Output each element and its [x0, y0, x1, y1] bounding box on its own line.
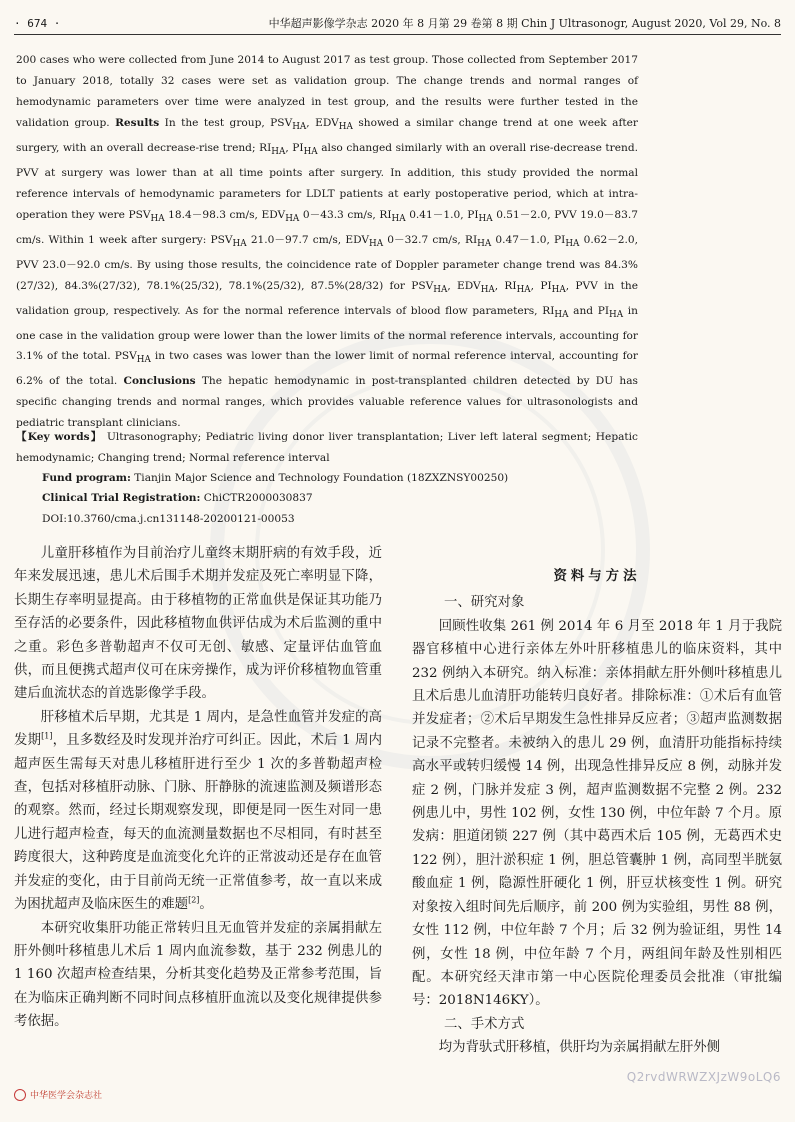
abstract-text: , PI	[285, 141, 304, 154]
publisher-logo	[14, 1088, 102, 1101]
doi	[42, 509, 295, 529]
subscript: HA	[303, 146, 318, 157]
abstract-text: In the test group, PSV	[159, 116, 293, 129]
subscript: HA	[551, 284, 566, 295]
abstract-text: 21.0－97.7 cm/s, EDV	[246, 233, 370, 246]
subscript: HA	[150, 213, 165, 224]
paragraph-text: ，且多数经及时发现并治疗可纠正。因此，术后 1 周内超声医生需每天对患儿移植肝进行至少 1 次的多普勒超声检查，包括对移植肝动脉、门脉、肝静脉的流速监测及频谱形态的观察。然而，经过长期观察发现，即便是同一医生对同一患儿进行超声检查，每天的血流测量数据也不尽相同，有时甚至跨度很大，这种跨度是血流变化允许的正常波动还是存在血管并发症的变化，由于目前尚无统一正常值参考，故一直以来成为困扰超声及临床医生的难题	[14, 733, 383, 913]
abstract-text: 0.47－1.0, PI	[491, 233, 566, 246]
subscript: HA	[136, 355, 151, 366]
abstract-text: also changed similarly with an overall rise-decrease trend. PVV at surgery was lower than at all time points after surgery. In addition, this study provided the normal reference intervals of hemodynamic parameters for LDLT patients at early postoperative period, which at intra-operation they were PSV	[16, 141, 638, 221]
subscript: HA	[609, 309, 624, 320]
publisher-name: 中华医学会杂志社	[30, 1091, 103, 1101]
keywords	[16, 427, 638, 468]
subscript: HA	[433, 284, 448, 295]
right-column	[412, 565, 782, 1060]
abstract-text: showed a similar change trend at one week after surgery, with an overall decrease-rise trend; RI	[16, 116, 638, 154]
paragraph-text: 肝移植术后早期，尤其是 1 周内，是急性血管并发症的高发期	[14, 709, 382, 749]
abstract-text: 0.41－1.0, PI	[405, 208, 479, 221]
fund-program	[42, 468, 508, 488]
fund-text: Tianjin Major Science and Technology Foundation (18ZXZNSY00250)	[130, 472, 509, 484]
subheading-study-subjects: 一、研究对象	[444, 595, 525, 611]
subscript: HA	[554, 309, 569, 320]
methods-paragraph-1: 回顾性收集 261 例 2014 年 6 月至 2018 年 1 月于我院器官移植中心进行亲体左外叶肝移植患儿的临床资料，其中 232 例纳入本研究。纳入标准：亲体捐献左肝外侧叶移植患儿且术后患儿血清肝功能转归良好者。排除标准：①术后有血管并发症者；②术后早期发生急性排异反应者；③超声监测数据记录不完整者。未被纳入的患儿 29 例，血清肝功能指标持续高水平或转归缓慢 14 例，出现急性排异反应 8 例，动脉并发症 2 例，门脉并发症 3 例，超声监测数据不完整 2 例。232 例患儿中，男性 102 例，女性 130 例，中位年龄 7 个月。原发病：胆道闭锁 227 例（其中葛西术后 105 例，无葛西术史 122 例），胆汁淤积症 1 例，胆总管囊肿 1 例，高同型半胱氨酸血症 1 例，隐源性肝硬化 1 例，肝豆状核变性 1 例。研究对象按入组时间先后顺序，前 200 例为实验组，男性 88 例，女性 112 例，中位年龄 7 个月；后 32 例为验证组，男性 14 例，女性 18 例，中位年龄 7 个月，两组间年龄及性别相匹配。本研究经天津市第一中心医院伦理委员会批准（审批编号：2018N146KY）。	[412, 618, 782, 1009]
reference-1[interactable]: [1]	[41, 731, 53, 741]
subscript: HA	[232, 238, 247, 249]
subscript: HA	[478, 213, 493, 224]
keywords-label: 【Key words】	[16, 431, 103, 443]
abstract-text: , RI	[494, 279, 517, 292]
abstract-text: , EDV	[447, 279, 481, 292]
clinical-trial-registration	[42, 488, 313, 508]
methods-paragraph-2: 均为背驮式肝移植，供肝均为亲属捐献左肝外侧	[438, 1040, 720, 1056]
subscript: HA	[271, 146, 286, 157]
results-label: Results	[115, 116, 160, 129]
english-abstract	[16, 50, 638, 434]
abstract-methods-text: 200 cases who were collected from June 2014 to August 2017 as test group. Those collected from September 2017 to January 2018, totally 32 cases were set as validation group. The change trends and normal ranges of hemodynamic parameters over time were analyzed in test group, and the results were further tested in the validation group.	[16, 54, 638, 129]
subscript: HA	[391, 213, 406, 224]
abstract-text: 0.62－2.0, PVV 23.0－92.0 cm/s. By using those results, the coincidence rate of Doppler parameter change trend was 84.3%(27/32), 84.3%(27/32), 78.1%(25/32), 78.1%(25/32), 87.5%(28/32) for PSV	[16, 233, 638, 292]
subscript: HA	[338, 121, 353, 132]
abstract-text: 0－43.3 cm/s, RI	[299, 208, 392, 221]
doi-text: DOI:10.3760/cma.j.cn131148-20200121-00053	[42, 513, 295, 525]
left-column	[14, 542, 382, 1034]
section-title: 资料与方法	[553, 568, 641, 584]
page-number: · 674 ·	[14, 16, 61, 30]
abstract-text: 0－32.7 cm/s, RI	[383, 233, 478, 246]
subscript: HA	[477, 238, 492, 249]
intro-paragraph-1: 儿童肝移植作为目前治疗儿童终末期肝病的有效手段，近年来发展迅速，患儿术后围手术期并发症及死亡率明显下降，长期生存率明显提高。由于移植物的正常血供是保证其功能乃至存活的必要条件，因此移植物血供评估成为术后监测的重中之重。彩色多普勒超声不仅可无创、敏感、定量评估血管血供，而且便携式超声仪可在床旁操作，成为评价移植物血管重建后血流状态的首选影像学手段。	[14, 546, 382, 702]
abstract-text: 18.4－98.3 cm/s, EDV	[164, 208, 286, 221]
intro-paragraph-3: 本研究收集肝功能正常转归且无血管并发症的亲属捐献左肝外侧叶移植患儿术后 1 周内血流参数，基于 232 例患儿的 1 160 次超声检查结果，分析其变化趋势及正常参考范围，旨在为临床正确判断不同时间点移植肝血流以及变化规律提供参考依据。	[14, 920, 382, 1030]
subscript: HA	[480, 284, 495, 295]
abstract-text: and PI	[568, 304, 610, 317]
trial-label: Clinical Trial Registration:	[42, 492, 201, 504]
paragraph-text: 。	[199, 897, 213, 913]
subscript: HA	[292, 121, 307, 132]
subscript: HA	[285, 213, 300, 224]
abstract-text: in two cases was lower than the lower limit of normal reference interval, accounting for 6.2% of the total.	[16, 350, 638, 388]
subheading-surgery: 二、手术方式	[444, 1016, 525, 1032]
running-header	[14, 12, 781, 35]
abstract-text: , PVV in the validation group, respectively. As for the normal reference intervals of blood flow parameters, RI	[16, 279, 638, 317]
abstract-text: in one case in the validation group were lower than the lower limits of the normal reference intervals, accounting for 3.1% of the total. PSV	[16, 304, 639, 363]
conclusions-label: Conclusions	[123, 375, 196, 388]
abstract-text: 0.51－2.0, PVV 19.0－83.7 cm/s. Within 1 week after surgery: PSV	[16, 208, 638, 246]
watermark-code: Q2rvdWRWZXJzW9oLQ6	[626, 1070, 781, 1084]
fund-label: Fund program:	[42, 472, 131, 484]
abstract-text: The hepatic hemodynamic in post-transplanted children detected by DU has specific changing trends and normal ranges, which provides valuable reference values for ultrasonologists and pediatric transplant clinicians.	[16, 375, 638, 430]
intro-paragraph-2	[14, 706, 382, 917]
reference-2[interactable]: [2]	[188, 895, 200, 905]
subscript: HA	[369, 238, 384, 249]
subscript: HA	[516, 284, 531, 295]
trial-text: ChiCTR2000030837	[200, 492, 313, 504]
subscript: HA	[565, 238, 580, 249]
abstract-text: , EDV	[306, 116, 339, 129]
abstract-text: , PI	[530, 279, 552, 292]
publisher-seal-icon	[14, 1089, 26, 1101]
journal-citation: 中华超声影像学杂志 2020 年 8 月第 29 卷第 8 期 Chin J Ultrasonogr, August 2020, Vol 29, No. 8	[268, 17, 781, 30]
keywords-text: Ultrasonography; Pediatric living donor liver transplantation; Liver left lateral segment; Hepatic hemodynamic; Changing trend; Normal reference interval	[16, 431, 638, 464]
